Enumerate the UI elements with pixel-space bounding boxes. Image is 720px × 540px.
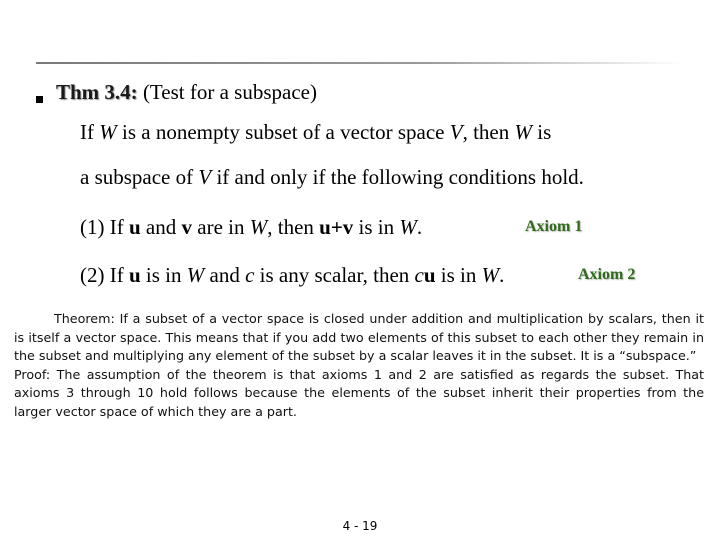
bullet-icon [36,96,43,103]
theorem-paragraph [14,310,704,366]
proof-paragraph [14,366,704,422]
top-rule [36,62,684,64]
theorem-label: Thm 3.4: [56,80,138,104]
statement-line-2: a subspace of V if and only if the following conditions hold. [80,165,584,189]
condition-1: (1) If u and v are in W, then u+v is in W. [80,215,423,239]
theorem-title: (Test for a subspace) [137,80,317,104]
theorem-heading [56,80,317,105]
note-theorem-label: Theorem: [54,311,115,326]
axiom-1-label: Axiom 1 [525,218,583,235]
note-proof-label: Proof: [14,366,51,382]
condition-2: (2) If u is in W and c is any scalar, then cu is in W. [80,263,505,287]
scanned-note [14,310,704,422]
statement-line-1: If W is a nonempty subset of a vector space V, then W is [80,120,552,144]
note-proof-text: The assumption of the theorem is that axioms 1 and 2 are satisfied as regards the subset. That axioms 3 through 10 hold follows because the elements of the subset inherit their properties from the larger vector space of which they are a part. [14,366,704,419]
page-number: 4 - 19 [342,519,378,533]
axiom-2-label: Axiom 2 [578,266,636,283]
note-theorem-text: If a subset of a vector space is closed under addition and multiplication by scalars, then it is itself a vector space. This means that if you add two elements of this subset to each other they remain in the subset and multiplying any element of the subset by a scalar leaves it in the subset. It is a “subspace.” [14,311,704,364]
